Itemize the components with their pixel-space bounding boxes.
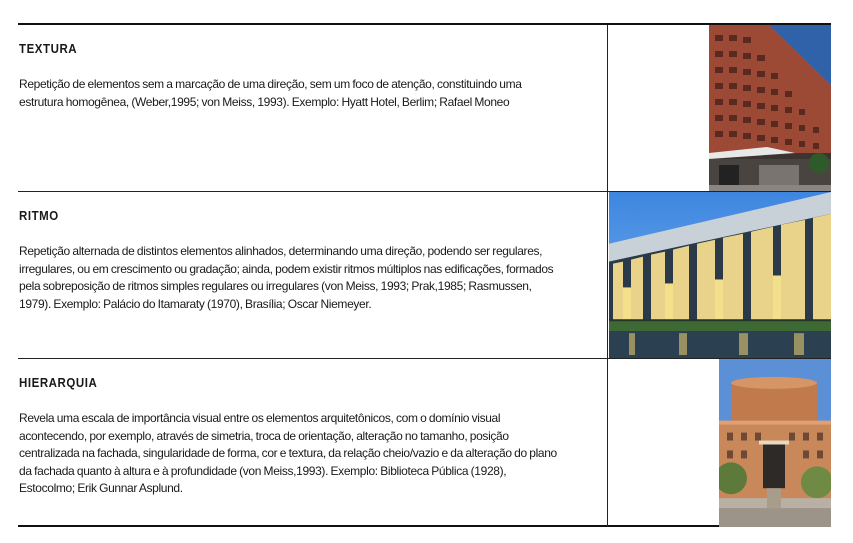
photo-hyatt-hotel-berlin [709, 25, 831, 191]
library-image [719, 359, 831, 527]
text-cell-hierarquia [18, 359, 608, 527]
concepts-table [18, 23, 831, 527]
text-cell-ritmo [18, 192, 608, 358]
row-description: Revela uma escala de importância visual entre os elementos arquitetônicos, com o domínio visual acontecendo, por exemplo, através de simetria, troca de orientação, alteração no tamanho, posição centralizada na fachada, singularidade de forma, cor e textura, da relação cheio/vazio e da alteração do plano da fachada quanto à altura e à profundidade (von Meiss,1993). Exemplo: Biblioteca Pública (1928), Estocolmo; Erik Gunnar Asplund. [19, 411, 557, 495]
photo-biblioteca-estocolmo [719, 359, 831, 527]
building-facade-image [709, 25, 831, 191]
row-title: RITMO [19, 209, 59, 223]
row-title: TEXTURA [19, 42, 78, 56]
row-description: Repetição alternada de distintos elementos alinhados, determinando uma direção, podendo ser regulares, irregulares, ou em crescimento ou gradação; ainda, podem existir ritmos múltiplos nas edificações, formados pela sobreposição de ritmos simples regulares ou irregulares (von Meiss, 1993; Prak,1985; Rasmussen, 1979). Exemplo: Palácio do Itamaraty (1970), Brasília; Oscar Niemeyer. [19, 244, 554, 311]
row-title: HIERARQUIA [19, 376, 98, 390]
text-cell-textura [18, 25, 608, 191]
photo-palacio-itamaraty [609, 192, 831, 358]
row-textura [18, 25, 831, 191]
arcade-image [609, 192, 831, 358]
row-hierarquia [18, 358, 831, 527]
row-description: Repetição de elementos sem a marcação de uma direção, sem um foco de atenção, constituindo uma estrutura homogênea, (Weber,1995; von Meiss, 1993). Exemplo: Hyatt Hotel, Berlim; Rafael Moneo [19, 77, 522, 109]
row-ritmo [18, 191, 831, 358]
